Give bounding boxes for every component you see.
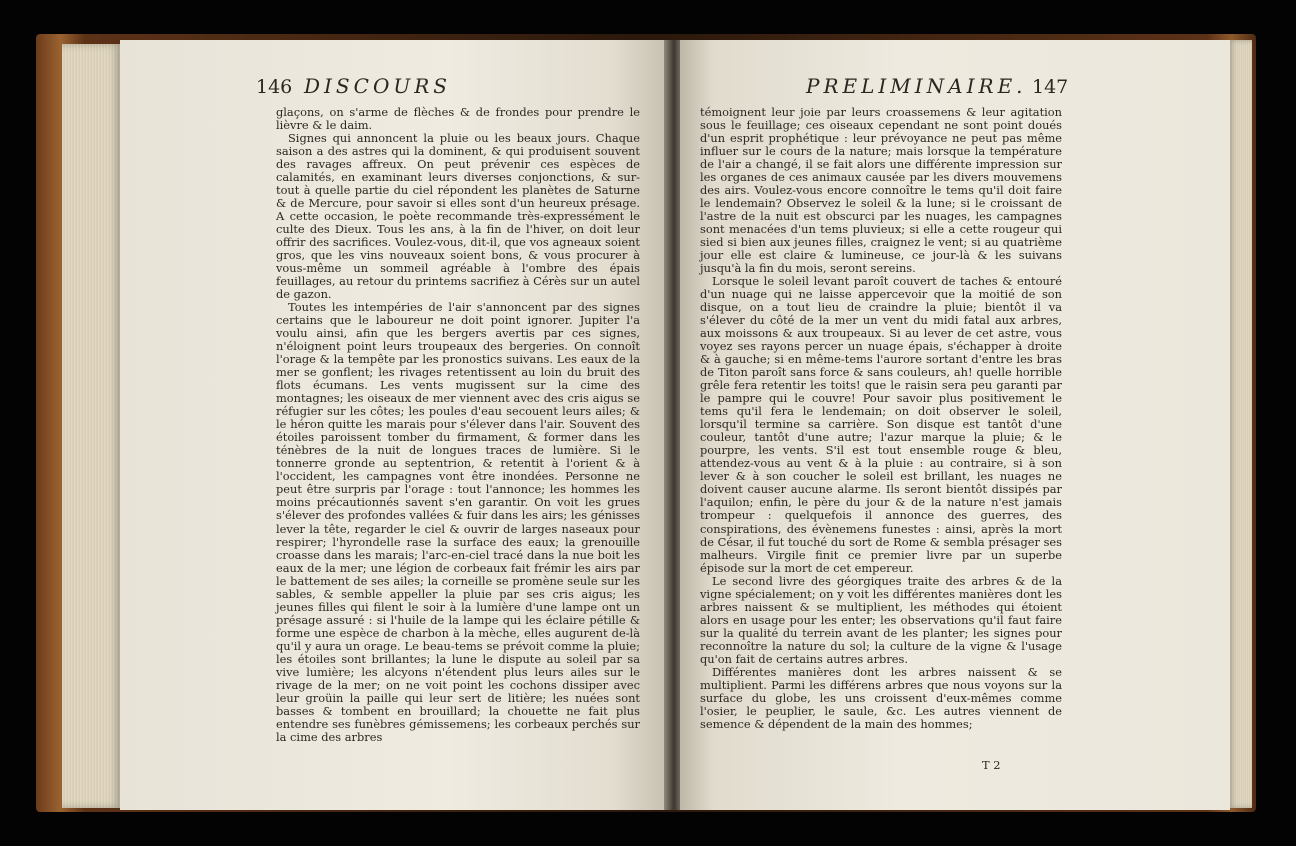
paragraph: glaçons, on s'arme de flèches & de frondes pour prendre le lièvre & le daim. <box>276 105 640 133</box>
left-page <box>120 40 668 810</box>
page-edges-right <box>1228 40 1252 808</box>
paragraph: Signes qui annoncent la pluie ou les beaux jours. Chaque saison a des astres qui la dominent, & qui produisent souvent des ravages affreux. On peut prévenir ces espèces de calamités, en examinant leurs diverses conjonctions, & sur-tout à quelle partie du ciel répondent les planètes de Saturne & de Mercure, pour savoir si elles sont d'un heureux présage. A cette occasion, le poète recommande très-expressément le culte des Dieux. Tous les ans, à la fin de l'hiver, on doit leur offrir des sacrifices. Voulez-vous, dit-il, que vos agneaux soient gros, que les vins nouveaux soient bons, & vous procurer à vous-même un sommeil agréable à l'ombre des épais feuillages, au retour du printems sacrifiez à Cérès sur un autel de gazon. <box>276 131 640 302</box>
paragraph: Différentes manières dont les arbres naissent & se multiplient. Parmi les différens arbres que nous voyons sur la surface du globe, les uns croissent d'eux-mêmes comme l'osier, le peuplier, le saule, &c. Les autres viennent de semence & dépendent de la main des hommes; <box>700 664 1062 731</box>
right-running-title: PRELIMINAIRE. <box>806 74 1027 98</box>
left-page-text <box>276 106 640 744</box>
right-page <box>680 40 1230 810</box>
paragraph: témoignent leur joie par leurs croassemens & leur agitation sous le feuillage; ces oiseaux cependant ne sont point doués d'un esprit prophétique : leur prévoyance ne peut pas même influer sur le cours de la nature; mais lorsque la température de l'air a changé, il se fait alors une différente impression sur les organes de ces animaux causée par les divers mouvemens des airs. Voulez-vous encore connoître le tems qu'il doit faire le lendemain? Observez le soleil & la lune; si le croissant de l'astre de la nuit est obscurci par les nuages, les campagnes sont menacées d'un tems pluvieux; si elle a cette rougeur qui sied si bien aux jeunes filles, craignez le vent; si au quatrième jour elle est claire & lumineuse, ce jour-là & les suivans jusqu'à la fin du mois, seront sereins. <box>700 105 1062 276</box>
left-running-title: DISCOURS <box>304 74 451 98</box>
signature-mark: T 2 <box>982 758 1001 772</box>
paragraph: Toutes les intempéries de l'air s'annoncent par des signes certains que le laboureur ne doit point ignorer. Jupiter l'a voulu ainsi, afin que les bergers avertis par ces signes, n'éloignent point leurs troupeaux des bergeries. On connoît l'orage & la tempête par les pronostics suivans. Les eaux de la mer se gonflent; les rivages retentissent au loin du bruit des flots écumans. Les vents mugissent sur la cime des montagnes; les oiseaux de mer viennent avec des cris aigus se réfugier sur les côtes; les poules d'eau secouent leurs ailes; & le héron quitte les marais pour s'élever dans l'air. Souvent des étoiles paroissent tomber du firmament, & former dans les ténèbres de la nuit de longues traces de lumière. Si le tonnerre gronde au septentrion, & retentit à l'orient & à l'occident, les campagnes vont être inondées. Personne ne peut être surpris par l'orage : tout l'annonce; les hommes les moins précautionnés savent s'en garantir. On voit les grues s'élever des profondes vallées & fuir dans les airs; les génisses lever la tête, regarder le ciel & ouvrir de larges naseaux pour respirer; l'hyrondelle rase la surface des eaux; la grenouille croasse dans les marais; l'arc-en-ciel tracé dans la nue boit les eaux de la mer; une légion de corbeaux fait frémir les airs par le battement de ses ailes; la corneille se promène seule sur les sables, & semble appeller la pluie par ses cris aigus; les jeunes filles qui filent le soir à la lumière d'une lampe ont un présage assuré : si l'huile de la lampe qui les éclaire pétille & forme une espèce de charbon à la mèche, elles augurent de-là qu'il y aura un orage. Le beau-tems se prévoit comme la pluie; les étoiles sont brillantes; la lune le dispute au soleil par sa vive lumière; les alcyons n'étendent plus leurs ailes sur le rivage de la mer; on ne voit point les cochons dissiper avec leur groüin la paille qui leur sert de litière; les nuées sont basses & tombent en brouillard; la chouette ne fait plus entendre ses funèbres gémissemens; les corbeaux perchés sur la cime des arbres <box>276 300 640 744</box>
page-edges-left <box>62 44 122 808</box>
paragraph: Le second livre des géorgiques traite des arbres & de la vigne spécialement; on y voit les différentes manières dont les arbres naissent & se multiplient, les méthodes qui étoient alors en usage pour les enter; les observations qu'il faut faire sur la qualité du terrein avant de les planter; les signes pour reconnoître la nature du sol; la culture de la vigne & l'usage qu'on fait de certains autres arbres. <box>700 573 1062 666</box>
paragraph: Lorsque le soleil levant paroît couvert de taches & entouré d'un nuage qui ne laisse appercevoir que la moitié de son disque, on a tout lieu de craindre la pluie; bientôt il va s'élever du côté de la mer un vent du midi fatal aux arbres, aux moissons & aux troupeaux. Si au lever de cet astre, vous voyez ses rayons percer un nuage épais, s'échapper à droite & à gauche; si en même-tems l'aurore sortant d'entre les bras de Titon paroît sans force & sans couleurs, ah! quelle horrible grêle fera retentir les toits! que le raisin sera peu garanti par le pampre qui le couvre! Pour savoir plus positivement le tems qu'il fera le lendemain; on doit observer le soleil, lorsqu'il termine sa carrière. Son disque est tantôt d'une couleur, tantôt d'une autre; l'azur marque la pluie; & le pourpre, les vents. S'il est tout ensemble rouge & bleu, attendez-vous au vent & à la pluie : au contraire, si à son lever & à son coucher le soleil est brillant, les nuages ne doivent causer aucune alarme. Ils seront bientôt dissipés par l'aquilon; enfin, le père du jour & de la nature n'est jamais trompeur : quelquefois il annonce des guerres, des conspirations, des évènemens funestes : ainsi, après la mort de César, il fut touché du sort de Rome & sembla présager ses malheurs. Virgile finit ce premier livre par un superbe épisode sur la mort de cet empereur. <box>700 274 1062 575</box>
right-page-number: 147 <box>1032 76 1069 98</box>
right-page-text <box>700 106 1062 731</box>
left-page-number: 146 <box>256 76 293 98</box>
